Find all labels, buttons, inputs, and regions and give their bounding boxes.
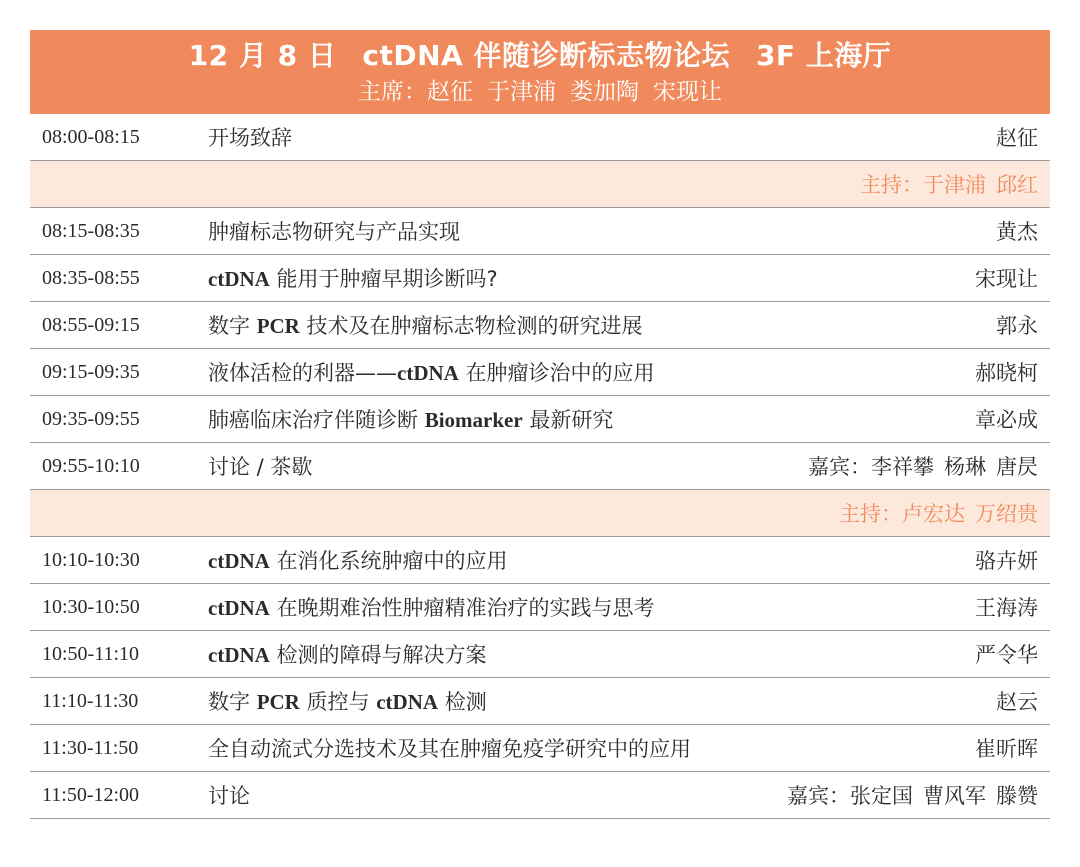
host-name: 于津浦 xyxy=(923,173,986,197)
forum-header xyxy=(30,30,1050,114)
host-row xyxy=(30,161,1050,208)
session-speaker: 赵云 xyxy=(996,690,1038,714)
session-speaker: 赵征 xyxy=(996,126,1038,150)
schedule-row xyxy=(30,349,1050,396)
session-time: 08:55-09:15 xyxy=(42,313,140,336)
schedule-row xyxy=(30,302,1050,349)
host-info xyxy=(839,498,1050,528)
session-speaker: 宋现让 xyxy=(975,267,1038,291)
session-topic xyxy=(208,639,975,669)
session-time: 11:50-12:00 xyxy=(42,783,140,806)
session-topic: 讨论 / 茶歇 xyxy=(208,455,313,479)
topic-term: ctDNA xyxy=(376,690,439,714)
schedule-row xyxy=(30,537,1050,584)
schedule-row xyxy=(30,208,1050,255)
topic-term: ctDNA xyxy=(397,361,459,385)
chair-name: 赵征 xyxy=(427,79,473,105)
session-time: 08:35-08:55 xyxy=(42,266,140,289)
session-time: 10:30-10:50 xyxy=(42,595,140,618)
topic-term: ctDNA xyxy=(208,643,270,667)
host-name: 卢宏达 xyxy=(902,502,965,526)
session-time: 11:10-11:30 xyxy=(42,689,139,712)
schedule-row xyxy=(30,631,1050,678)
topic-text: 检测 xyxy=(438,690,487,714)
guest-name: 滕赞 xyxy=(996,784,1038,808)
session-speaker: 郝晓柯 xyxy=(975,361,1038,385)
session-topic: 全自动流式分选技术及其在肿瘤免疫学研究中的应用 xyxy=(208,737,691,761)
topic-term: PCR xyxy=(256,314,300,338)
session-speaker: 黄杰 xyxy=(996,220,1038,244)
session-time: 08:15-08:35 xyxy=(42,219,140,242)
session-topic: 肿瘤标志物研究与产品实现 xyxy=(208,220,460,244)
topic-text: 数字 xyxy=(208,690,257,714)
schedule-row xyxy=(30,255,1050,302)
topic-term: PCR xyxy=(256,690,300,714)
guests-label: 嘉宾： xyxy=(808,455,871,479)
host-label: 主持： xyxy=(860,173,923,197)
topic-text: 在晚期难治性肿瘤精准治疗的实践与思考 xyxy=(269,596,655,620)
schedule-row xyxy=(30,396,1050,443)
host-label: 主持： xyxy=(839,502,902,526)
session-topic xyxy=(208,357,975,387)
session-time: 10:10-10:30 xyxy=(42,548,140,571)
guest-name: 李祥攀 xyxy=(871,455,934,479)
topic-text: 检测的障碍与解决方案 xyxy=(269,643,487,667)
topic-text: 技术及在肿瘤标志物检测的研究进展 xyxy=(299,314,643,338)
session-time: 09:15-09:35 xyxy=(42,360,140,383)
session-time: 08:00-08:15 xyxy=(42,125,140,148)
session-topic xyxy=(208,310,996,340)
session-guests xyxy=(808,451,1050,481)
session-guests xyxy=(787,780,1050,810)
guest-name: 杨琳 xyxy=(944,455,986,479)
topic-text: 在肿瘤诊治中的应用 xyxy=(458,361,655,385)
schedule-row xyxy=(30,443,1050,490)
session-time: 09:55-10:10 xyxy=(42,454,140,477)
forum-title xyxy=(30,36,1050,76)
chairs-label: 主席： xyxy=(358,79,427,105)
host-name: 万绍贵 xyxy=(975,502,1038,526)
guests-label: 嘉宾： xyxy=(787,784,850,808)
topic-term: Biomarker xyxy=(424,408,523,432)
session-speaker: 郭永 xyxy=(996,314,1038,338)
guest-name: 张定国 xyxy=(850,784,913,808)
host-row xyxy=(30,490,1050,537)
topic-text: 质控与 xyxy=(299,690,377,714)
guest-name: 曹风军 xyxy=(923,784,986,808)
session-speaker: 骆卉妍 xyxy=(975,549,1038,573)
topic-text: 液体活检的利器—— xyxy=(208,361,397,385)
session-topic xyxy=(208,686,996,716)
session-time: 11:30-11:50 xyxy=(42,736,139,759)
schedule-row xyxy=(30,584,1050,631)
forum-venue: 3F 上海厅 xyxy=(755,39,892,72)
topic-text: 数字 xyxy=(208,314,257,338)
session-topic xyxy=(208,545,975,575)
topic-text: 肺癌临床治疗伴随诊断 xyxy=(208,408,425,432)
chair-name: 娄加陶 xyxy=(570,79,639,105)
session-time: 09:35-09:55 xyxy=(42,407,140,430)
topic-term: ctDNA xyxy=(208,267,270,291)
topic-term: ctDNA xyxy=(208,549,270,573)
session-speaker: 崔昕晖 xyxy=(975,737,1038,761)
session-topic: 讨论 xyxy=(208,784,250,808)
topic-text: 能用于肿瘤早期诊断吗? xyxy=(269,267,498,291)
session-time: 10:50-11:10 xyxy=(42,642,140,665)
chair-name: 于津浦 xyxy=(487,79,556,105)
schedule-table xyxy=(30,30,1050,819)
forum-name: ctDNA 伴随诊断标志物论坛 xyxy=(362,39,730,72)
chair-name: 宋现让 xyxy=(653,79,722,105)
topic-text: 最新研究 xyxy=(522,408,614,432)
topic-term: ctDNA xyxy=(208,596,270,620)
host-info xyxy=(860,169,1050,199)
schedule-row xyxy=(30,772,1050,819)
session-topic xyxy=(208,592,975,622)
forum-chairs xyxy=(30,77,1050,107)
forum-date: 12 月 8 日 xyxy=(188,39,337,72)
session-topic xyxy=(208,263,975,293)
schedule-row xyxy=(30,114,1050,161)
guest-name: 唐昃 xyxy=(996,455,1038,479)
session-speaker: 王海涛 xyxy=(975,596,1038,620)
topic-text: 在消化系统肿瘤中的应用 xyxy=(269,549,508,573)
host-name: 邱红 xyxy=(996,173,1038,197)
schedule-row xyxy=(30,725,1050,772)
session-topic: 开场致辞 xyxy=(208,126,292,150)
session-speaker: 严令华 xyxy=(975,643,1038,667)
schedule-row xyxy=(30,678,1050,725)
session-topic xyxy=(208,404,975,434)
session-speaker: 章必成 xyxy=(975,408,1038,432)
